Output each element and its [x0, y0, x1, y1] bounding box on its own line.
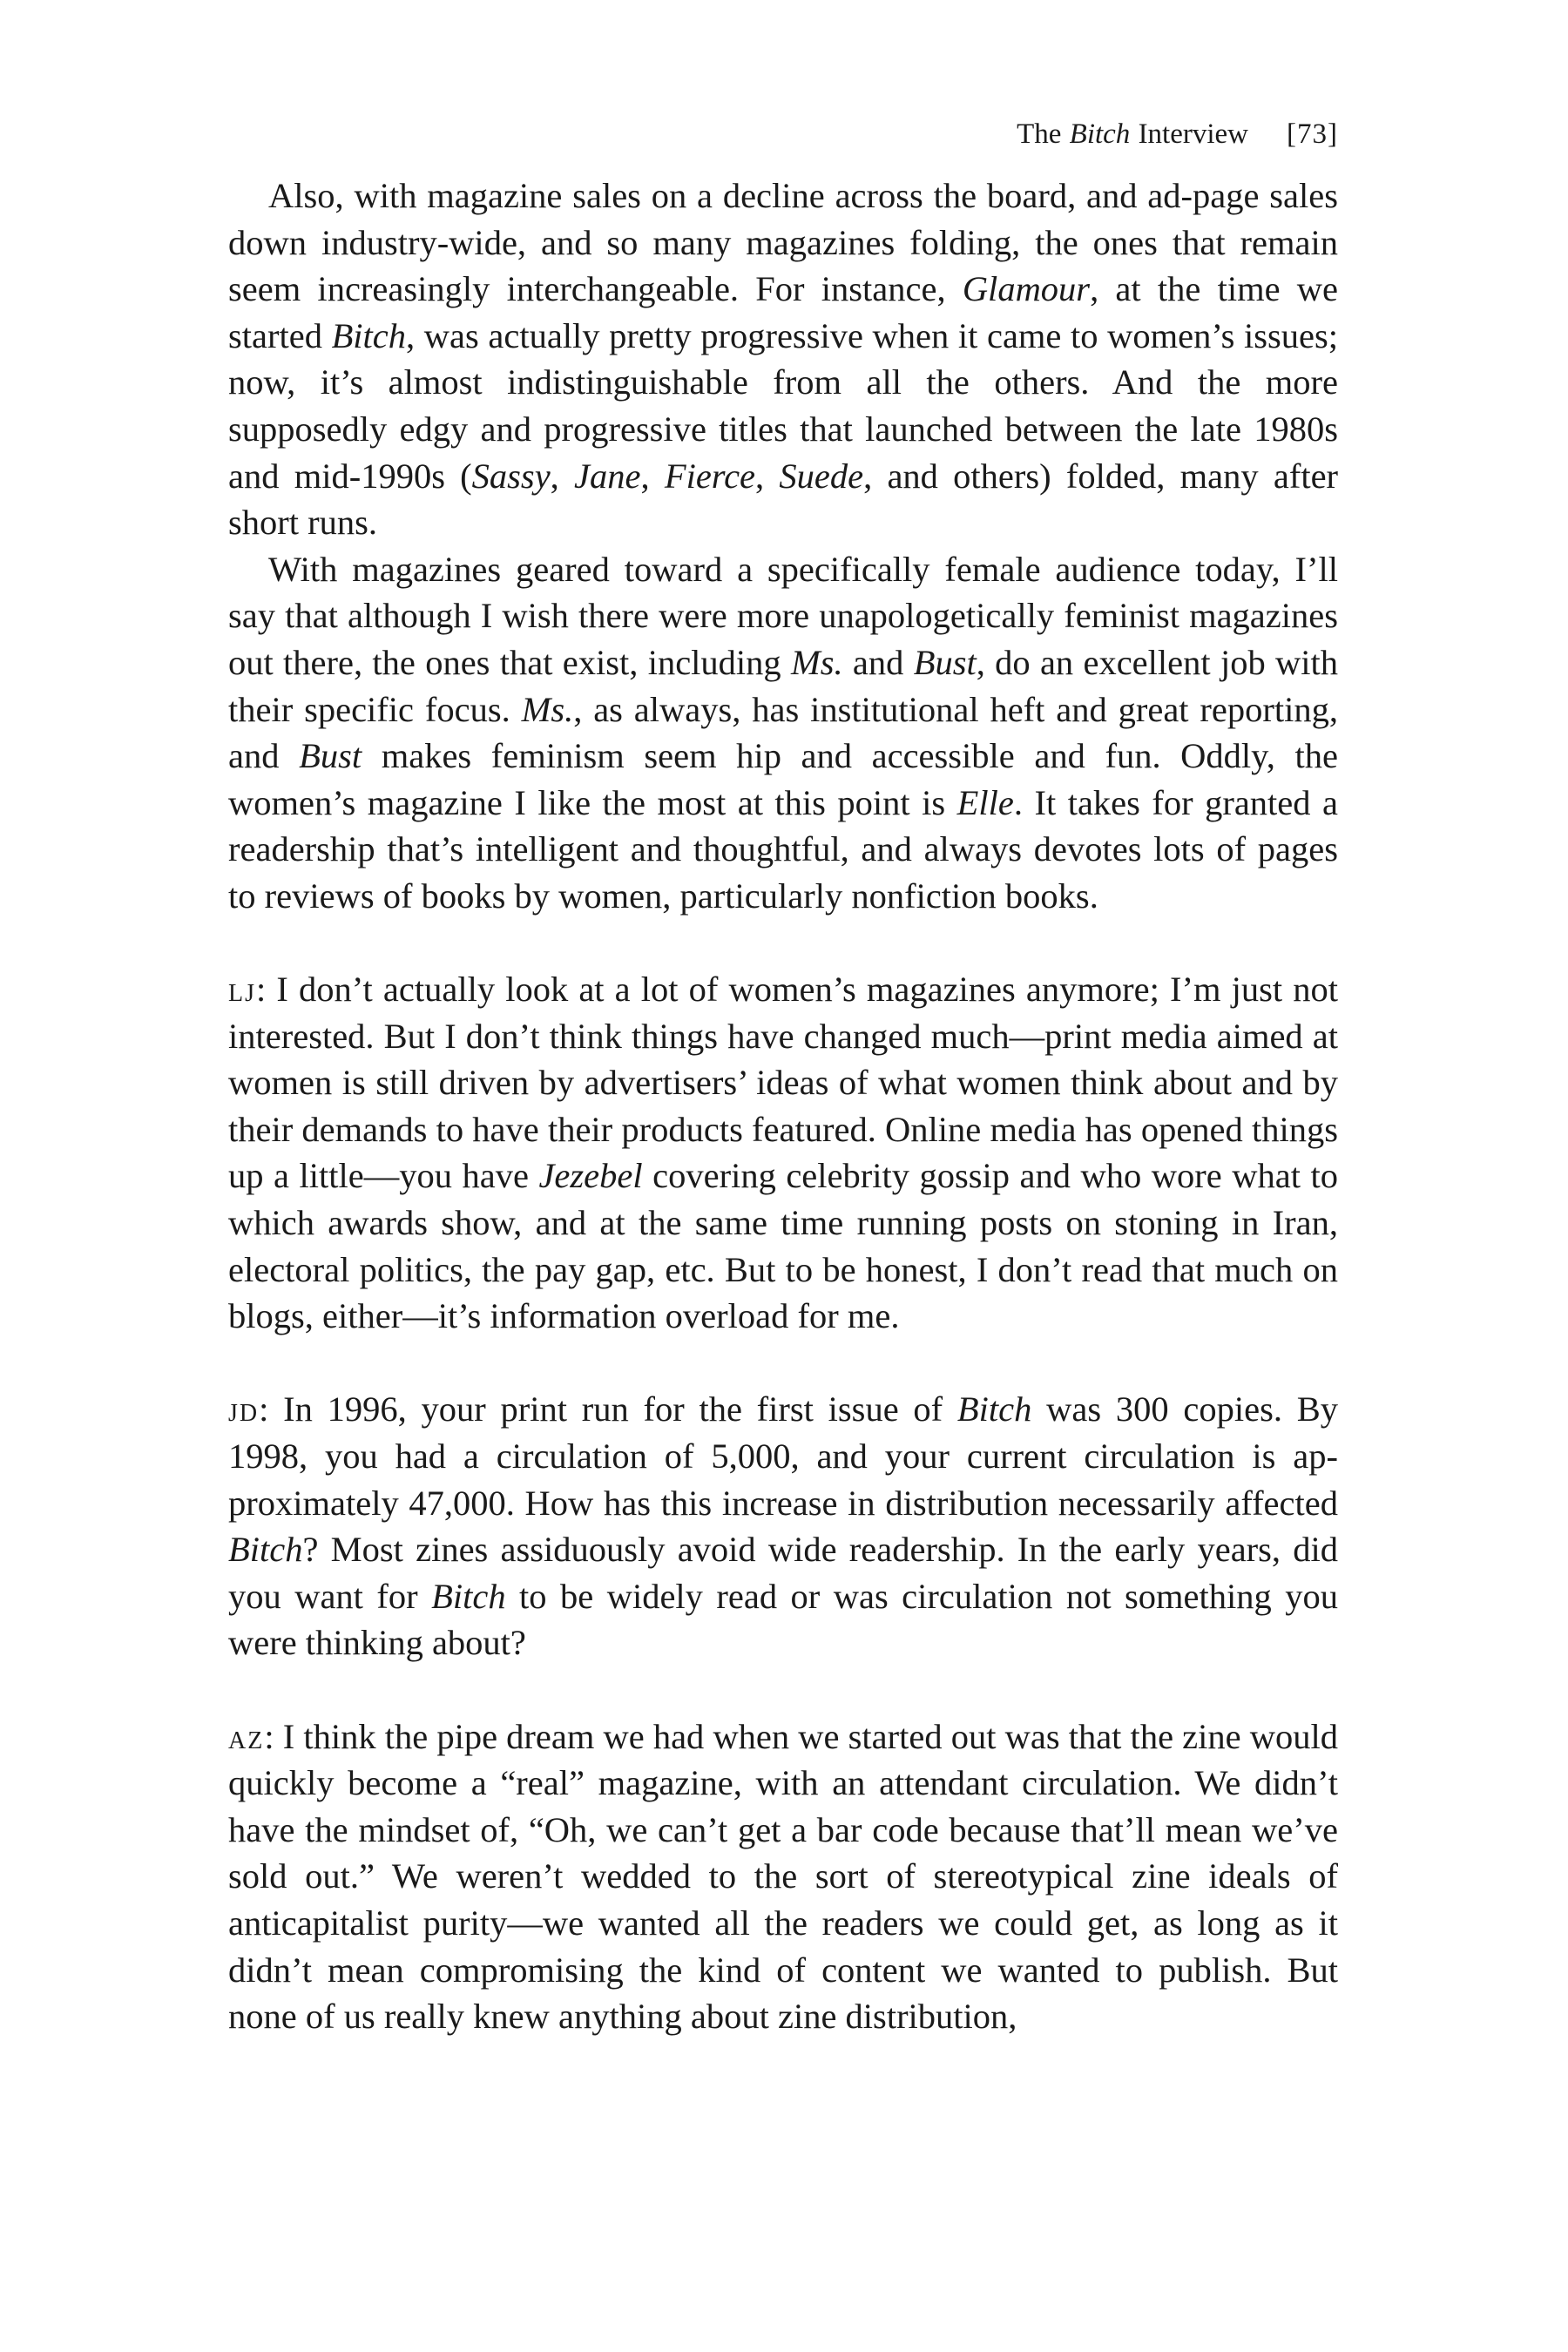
- paragraph-magazine-decline: [228, 172, 1338, 546]
- italic-title-text: Bitch: [956, 1389, 1032, 1429]
- italic-title-text: Bust: [913, 642, 977, 682]
- italic-title-text: Suede: [779, 456, 864, 496]
- paragraph-womens-magazines-today: [228, 546, 1338, 920]
- body-text-run: ,: [640, 456, 665, 496]
- speaker-separator: :: [256, 970, 277, 1010]
- running-head-title-post: Interview: [1130, 118, 1249, 150]
- body-text-run: , and others) folded, many after short runs.: [228, 456, 1339, 543]
- speaker-label: jd: [228, 1389, 260, 1429]
- italic-title-text: Bitch: [331, 315, 407, 355]
- body-text-run: was 300 copies. By 1998, you had a circulation of 5,000, and your current circulation is approximately 47,000. How has this increase in distribution necessarily affected: [228, 1389, 1338, 1523]
- italic-title-text: Ms.: [790, 642, 843, 682]
- body-text-run: ,: [550, 456, 575, 496]
- paragraph-lj-answer: [228, 966, 1338, 1340]
- speaker-label: lj: [228, 970, 256, 1010]
- italic-title-text: Bitch: [431, 1576, 506, 1616]
- running-head-title: [1017, 118, 1248, 150]
- body-text-run: to be widely read or was circulation not something you were thinking about?: [228, 1576, 1338, 1663]
- body-text-run: and: [842, 642, 914, 682]
- body-text-run: ,: [755, 456, 780, 496]
- running-head-title-italic: Bitch: [1069, 118, 1131, 150]
- paragraph-az-answer: [228, 1713, 1338, 2040]
- italic-title-text: Fierce: [664, 456, 756, 496]
- italic-title-text: Bust: [299, 736, 362, 776]
- italic-title-text: Ms.: [521, 689, 574, 729]
- body-text-run: covering celebrity gossip and who wore what to which awards show, and at the same time running posts on stoning in Iran, electoral politics, the pay gap, etc. But to be honest, I don’t read that much on blogs, either—it’s information overload for me.: [228, 1156, 1338, 1336]
- italic-title-text: Sassy: [471, 456, 551, 496]
- paragraph-jd-question: [228, 1386, 1338, 1666]
- italic-title-text: Glamour: [962, 269, 1091, 309]
- body-text-run: , do an excellent job with their specific focus.: [228, 642, 1338, 729]
- body-text-run: I think the pipe dream we had when we started out was that the zine would quickly become a “real” magazine, with an attendant circulation. We didn’t have the mindset of, “Oh, we can’t get a bar code because that’ll mean we’ve sold out.” We weren’t wedded to the sort of stereotypical zine ideals of anticapitalist purity—we wanted all the readers we could get, as long as it didn’t mean compromising the kind of content we wanted to publish. But none of us really knew anything about zine distribution,: [228, 1716, 1338, 2037]
- body-text-run: I don’t actually look at a lot of women’s magazines anymore; I’m just not interested. But I don’t think things have changed much—print media aimed at women is still driven by advertisers’ ideas of what women think about and by their demands to have their products featured. Online media has opened things up a little—you have: [228, 970, 1338, 1196]
- running-head: [1017, 120, 1338, 149]
- page-number: [73]: [1287, 118, 1338, 150]
- italic-title-text: Jezebel: [538, 1156, 643, 1196]
- speaker-separator: :: [259, 1389, 284, 1429]
- running-head-title-pre: The: [1017, 118, 1070, 150]
- body-text-run: , at the time we started: [228, 269, 1338, 355]
- body-text-run: Also, with magazine sales on a decline across the board, and ad-page sales down industry-wide, and so many magazines folding, the ones that remain seem increasingly interchangeable. For instance,: [228, 176, 1338, 309]
- italic-title-text: Jane: [574, 456, 641, 496]
- body-text-run: , was actually pretty progressive when it came to women’s issues; now, it’s almost indistinguishable from all the others. And the more supposedly edgy and progressive titles that launched between the late 1980s and mid-1990s (: [228, 315, 1338, 496]
- body-text-run: makes feminism seem hip and accessible and fun. Oddly, the women’s magazine I like the most at this point is: [228, 736, 1339, 822]
- italic-title-text: Elle: [956, 782, 1014, 822]
- body-text: [228, 172, 1338, 2040]
- body-text-run: In 1996, your print run for the first issue of: [283, 1389, 957, 1429]
- body-text-run: ? Most zines assiduously avoid wide readership. In the early years, did you want for: [228, 1530, 1338, 1616]
- body-text-run: With magazines geared toward a specifically female audience today, I’ll say that although I wish there were more unapologetically feminist magazines out there, the ones that exist, including: [228, 549, 1338, 682]
- italic-title-text: Bitch: [228, 1530, 303, 1570]
- body-text-run: , as always, has institutional heft and great reporting, and: [228, 689, 1338, 776]
- speaker-label: az: [228, 1716, 265, 1756]
- speaker-separator: :: [264, 1716, 283, 1756]
- body-text-run: . It takes for granted a readership that’s intelligent and thoughtful, and always devotes lots of pages to reviews of books by women, particularly nonfiction books.: [228, 782, 1338, 916]
